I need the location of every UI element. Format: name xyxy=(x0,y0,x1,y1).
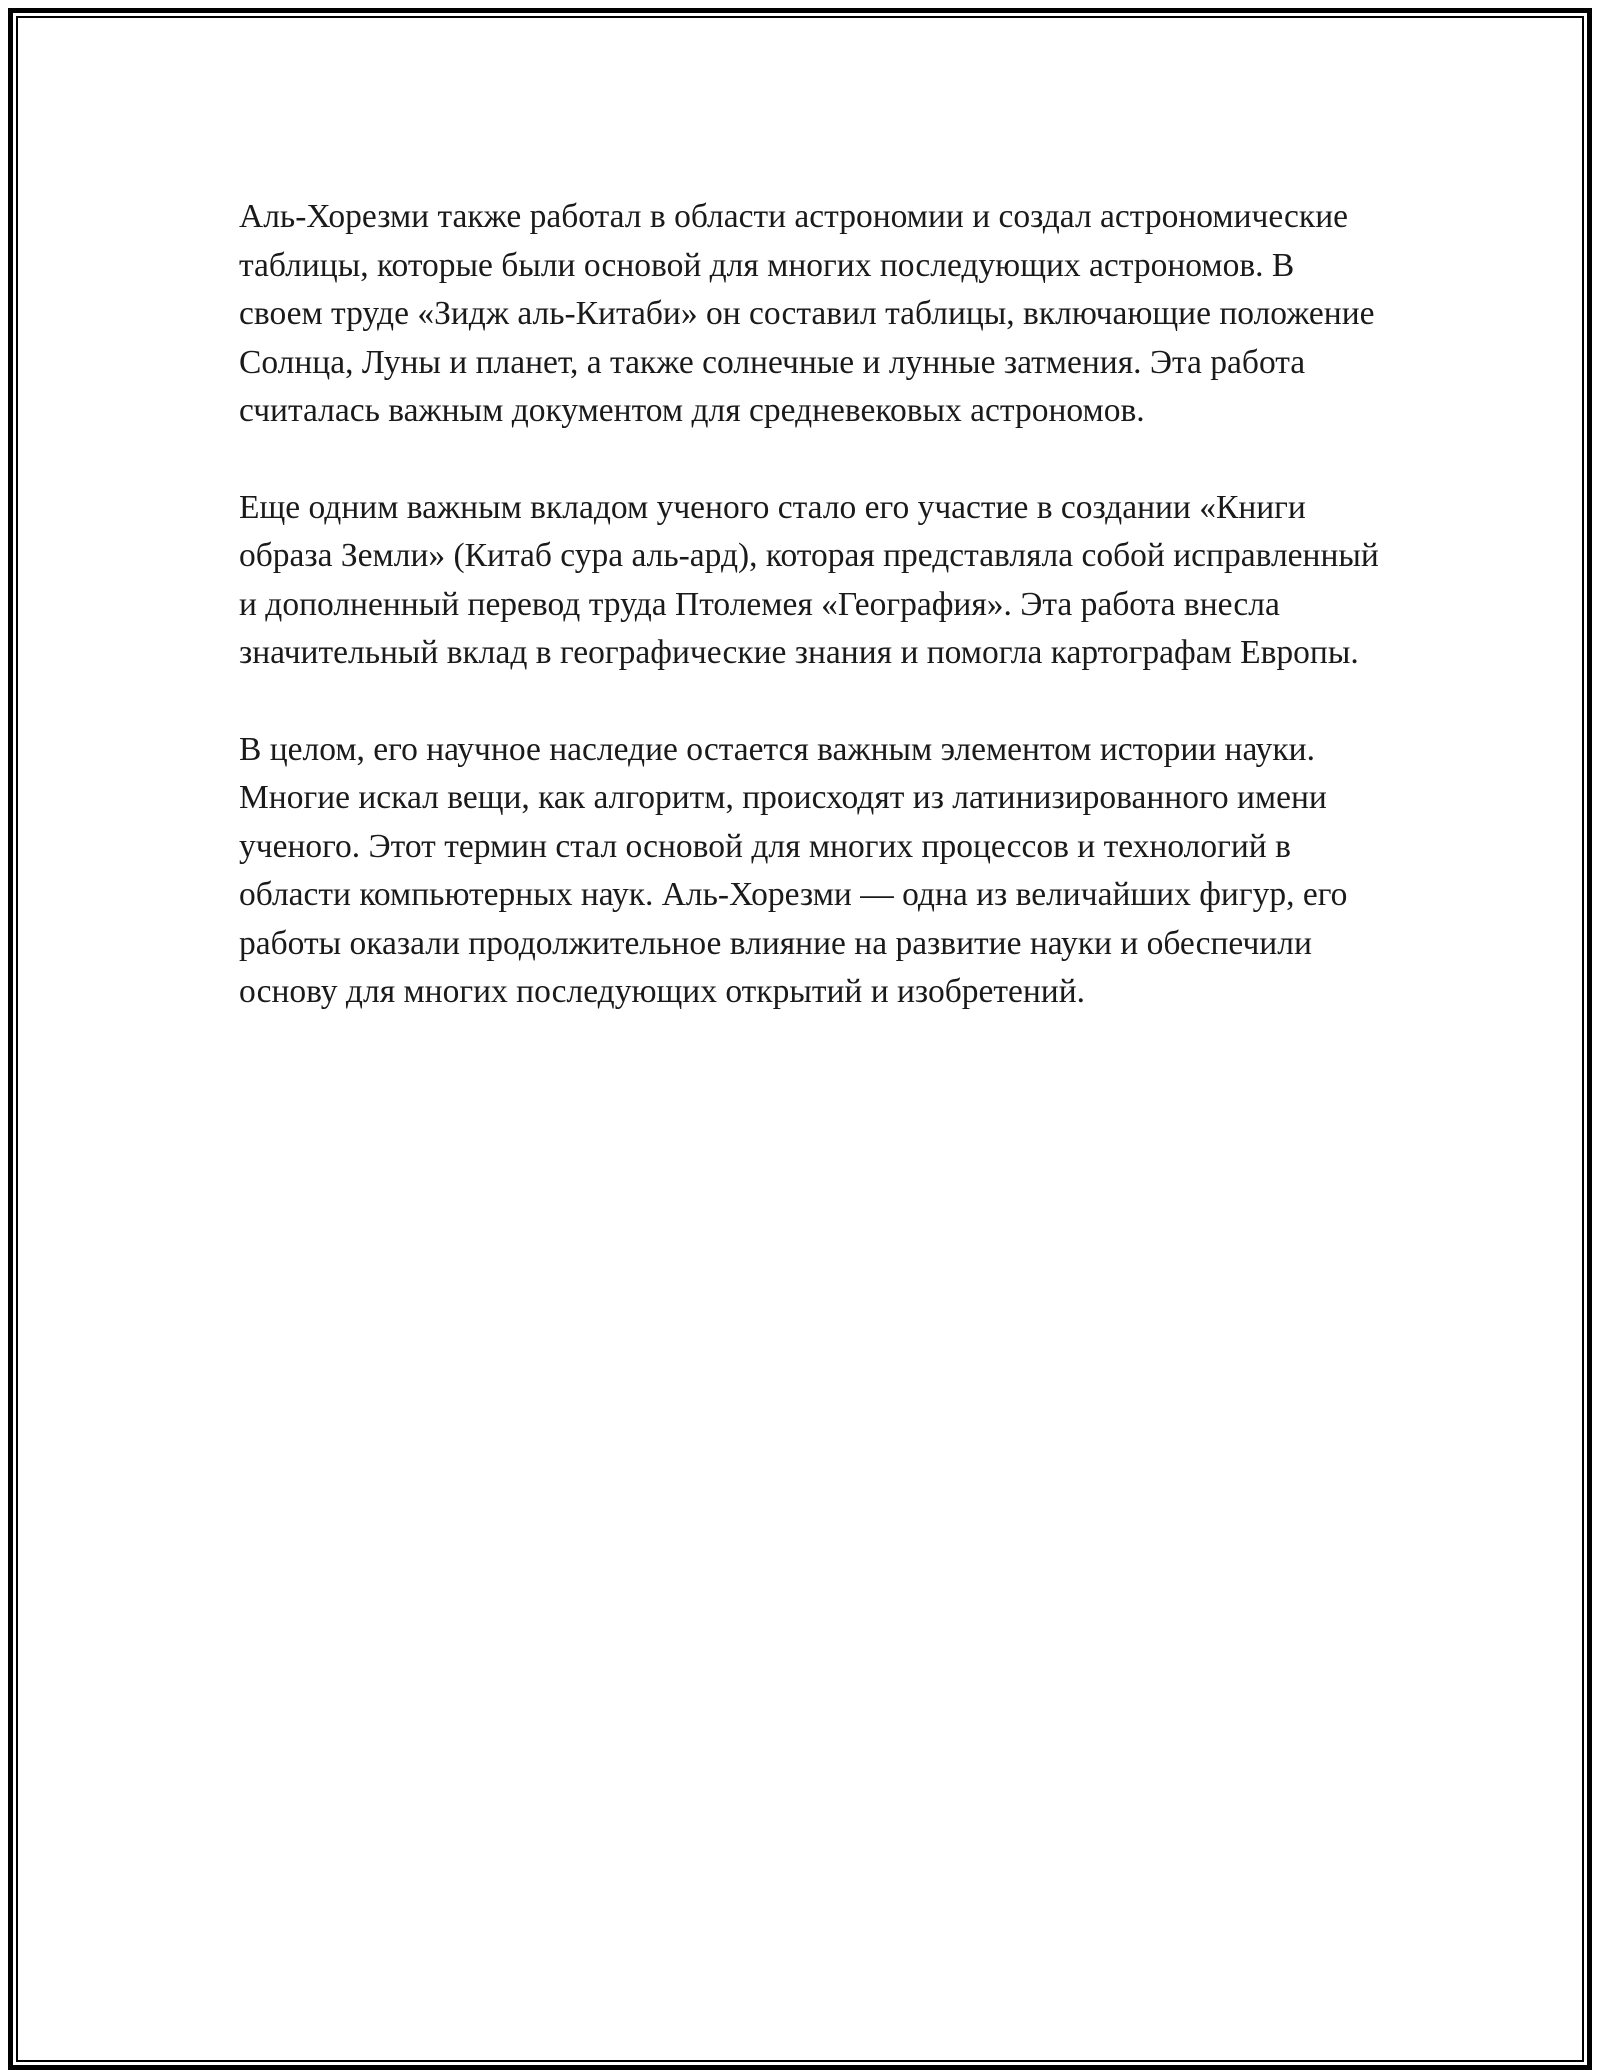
paragraph-geography: Еще одним важным вкладом ученого стало его участие в создании «Книги образа Земли» (Китаб сура аль-ард), которая представляла собой исправленный и дополненный перевод труда Птолемея «География». Эта работа внесла значительный вклад в географические знания и помогла картографам Европы. xyxy=(239,488,1379,671)
paragraph-legacy: В целом, его научное наследие остается важным элементом истории науки. Многие искал вещи, как алгоритм, происходят из латинизированного имени ученого. Этот термин стал основой для многих процессов и технологий в области компьютерных наук. Аль-Хорезми — одна из величайших фигур, его работы оказали продолжительное влияние на развитие науки и обеспечили основу для многих последующих открытий и изобретений. xyxy=(239,730,1348,1010)
document-body xyxy=(239,193,1379,1065)
paragraph-astronomy: Аль-Хорезми также работал в области астрономии и создал астрономические таблицы, которые были основой для многих последующих астрономов. В своем труде «Зидж аль-Китаби» он составил таблицы, включающие положение Солнца, Луны и планет, а также солнечные и лунные затмения. Эта работа считалась важным документом для средневековых астрономов. xyxy=(239,198,1375,429)
page-border xyxy=(8,8,1592,2070)
